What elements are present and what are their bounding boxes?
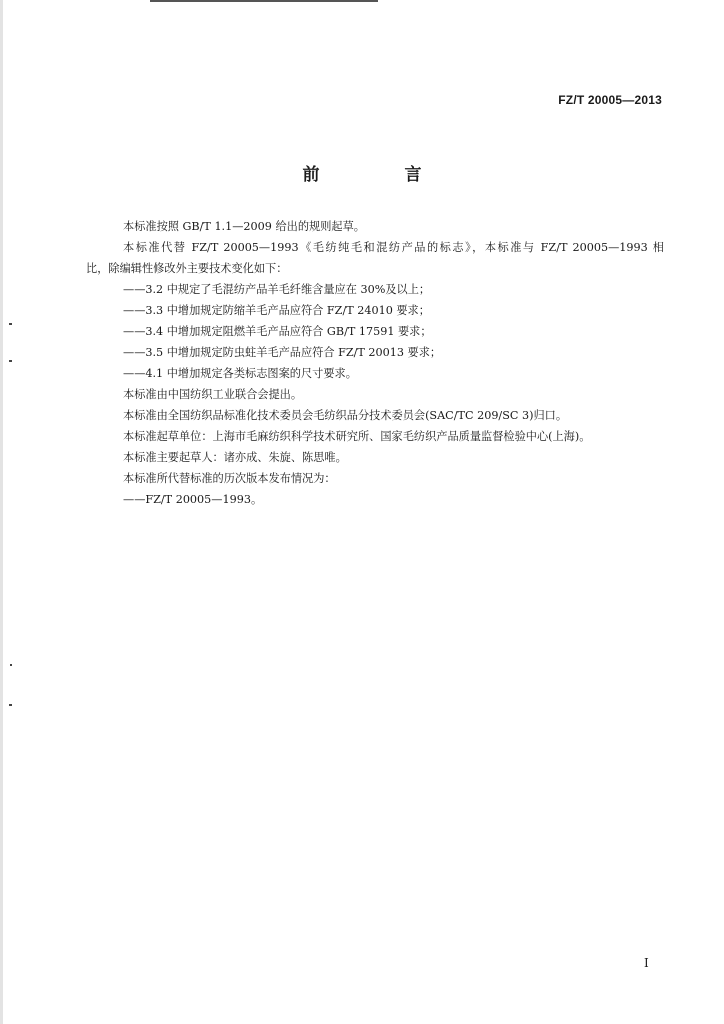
change-item-3-2: ——3.2 中规定了毛混纺产品羊毛纤维含量应在 30%及以上； xyxy=(123,283,431,296)
paragraph-replacement-line2: 比，除编辑性修改外主要技术变化如下： xyxy=(86,262,288,275)
paragraph-drafters: 本标准主要起草人：诸亦成、朱旋、陈思唯。 xyxy=(123,451,347,464)
page-title: 前 言 xyxy=(302,165,456,185)
scan-speck xyxy=(10,664,12,666)
paragraph-jurisdiction: 本标准由全国纺织品标准化技术委员会毛纺织品分技术委员会(SAC/TC 209/SC 3)归口。 xyxy=(123,409,568,422)
scan-speck xyxy=(9,360,12,362)
scan-artifact-left-edge xyxy=(0,0,3,1024)
paragraph-history-intro: 本标准所代替标准的历次版本发布情况为： xyxy=(123,472,336,485)
change-item-3-5: ——3.5 中增加规定防虫蛀羊毛产品应符合 FZ/T 20013 要求； xyxy=(123,346,442,359)
paragraph-drafting-rules: 本标准按照 GB/T 1.1—2009 给出的规则起草。 xyxy=(123,220,365,233)
paragraph-replacement-line1: 本标准代替 FZ/T 20005—1993《毛纺纯毛和混纺产品的标志》，本标准与 FZ/T 20005—1993 相 xyxy=(123,241,664,254)
page-number: I xyxy=(644,956,649,970)
scan-artifact-top-line xyxy=(150,0,378,2)
history-item: ——FZ/T 20005—1993。 xyxy=(123,493,263,506)
change-item-3-3: ——3.3 中增加规定防缩羊毛产品应符合 FZ/T 24010 要求； xyxy=(123,304,430,317)
paragraph-drafting-units: 本标准起草单位：上海市毛麻纺织科学技术研究所、国家毛纺织产品质量监督检验中心(上海)。 xyxy=(123,430,591,443)
change-item-3-4: ——3.4 中增加规定阻燃羊毛产品应符合 GB/T 17591 要求； xyxy=(123,325,432,338)
scan-speck xyxy=(9,704,12,706)
standard-code: FZ/T 20005—2013 xyxy=(558,93,662,107)
paragraph-proposer: 本标准由中国纺织工业联合会提出。 xyxy=(123,388,303,401)
scan-speck xyxy=(9,323,12,325)
document-body xyxy=(86,216,664,510)
change-item-4-1: ——4.1 中增加规定各类标志图案的尺寸要求。 xyxy=(123,367,357,380)
